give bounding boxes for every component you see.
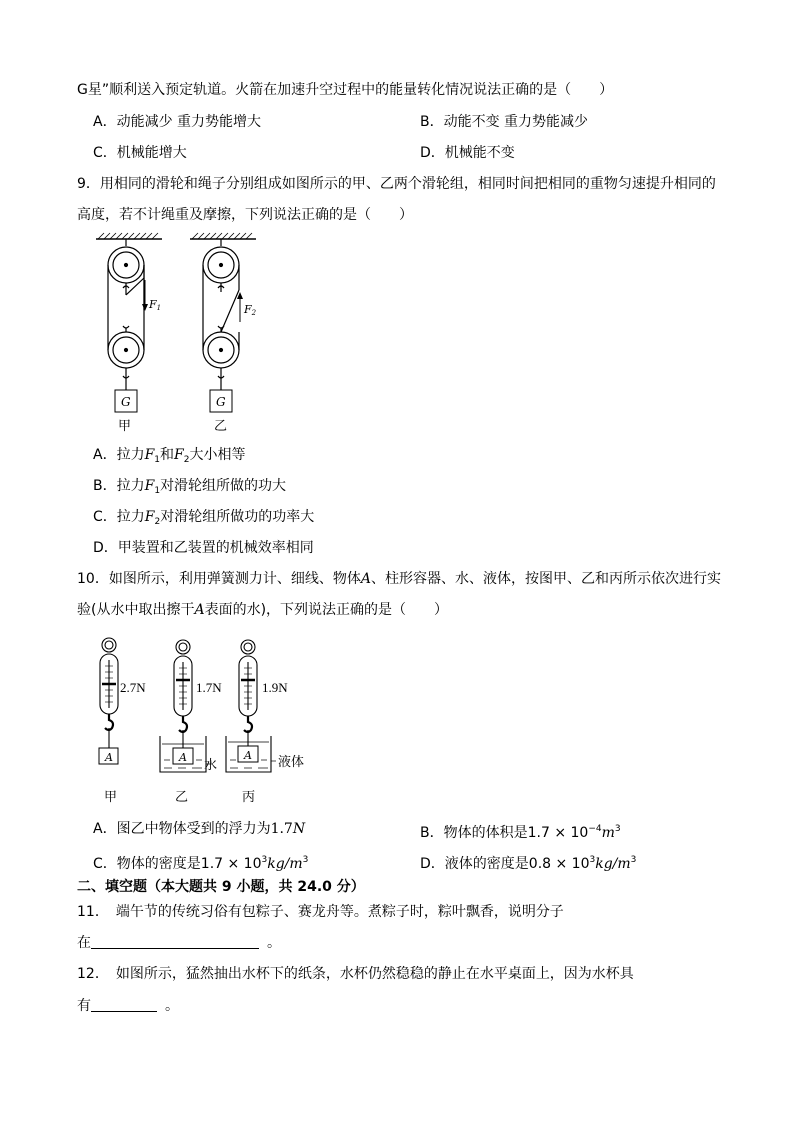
reading-bing: 1.9N (262, 680, 288, 695)
q8-stem-tail: G星”顺利送入预定轨道。火箭在加速升空过程中的能量转化情况说法正确的是（ ） (77, 82, 614, 98)
q9-stem-line1: 9．用相同的滑轮和绳子分别组成如图所示的甲、乙两个滑轮组，相同时间把相同的重物匀速提升相同的 (77, 176, 716, 192)
q10-option-b: B．物体的体积是$1.7 \times 10^{-4}m^3$ (420, 824, 621, 841)
q8-option-a: A．动能减少 重力势能增大 (93, 114, 262, 130)
caption-jia-2: 甲 (104, 789, 118, 804)
section-title: 二、填空题（本大题共 9 小题，共 24.0 分） (77, 879, 365, 895)
q9-option-c: C．拉力$F_2$对滑轮组所做功的功率大 (93, 509, 315, 527)
weight-label-right: G (216, 395, 226, 409)
ceiling-right (190, 233, 256, 239)
q9-option-b: B．拉力$F_1$对滑轮组所做的功大 (93, 478, 287, 496)
caption-yi: 乙 (214, 418, 228, 433)
svg-text:F2: F2 (244, 303, 257, 317)
block-a-bing: A (244, 749, 252, 762)
caption-bing: 丙 (242, 789, 256, 804)
reading-jia: 2.7N (120, 680, 146, 695)
q10-option-a: A．图乙中物体受到的浮力为1.7N (93, 821, 306, 837)
q11-answer-blank[interactable] (91, 934, 259, 949)
svg-text:F1: F1 (149, 298, 162, 312)
liquid-label: 液体 (278, 754, 305, 769)
caption-jia: 甲 (118, 418, 132, 433)
q10-stem-line1: 10．如图所示，利用弹簧测力计、细线、物体A、柱形容器、水、液体，按图甲、乙和丙所示依次进行实 (77, 571, 721, 587)
q9-option-d: D．甲装置和乙装置的机械效率相同 (93, 540, 314, 556)
block-a-yi: A (179, 751, 187, 764)
ceiling-left (96, 233, 162, 239)
block-a-jia: A (105, 751, 113, 764)
spring-scale-figure (90, 636, 330, 811)
q11-line2: 在 。 (77, 935, 281, 951)
q12-line2: 有 。 (77, 998, 179, 1014)
force-arrow-f2 (237, 292, 257, 322)
pulley-figure (90, 230, 270, 440)
force-arrow-f1 (142, 280, 161, 312)
q11-line1: 11． 端午节的传统习俗有包粽子、赛龙舟等。煮粽子时，粽叶飘香，说明分子 (77, 904, 564, 920)
reading-yi: 1.7N (196, 680, 222, 695)
pulley-system-left (108, 239, 144, 412)
q12-line1: 12． 如图所示，猛然抽出水杯下的纸条，水杯仍然稳稳的静止在水平桌面上，因为水杯具 (77, 966, 634, 982)
q8-option-b: B．动能不变 重力势能减少 (420, 114, 589, 130)
q9-option-a: A．拉力$F_1$和$F_2$大小相等 (93, 447, 246, 465)
weight-label-left: G (121, 395, 131, 409)
q8-option-d: D．机械能不变 (420, 145, 515, 161)
water-label: 水 (204, 757, 218, 772)
q10-option-c: C．物体的密度是$1.7 \times 10^3kg/m^3$ (93, 855, 309, 872)
q9-stem-line2: 高度，若不计绳重及摩擦，下列说法正确的是（ ） (77, 207, 413, 223)
q12-answer-blank[interactable] (91, 997, 157, 1012)
spring-scale-jia (99, 638, 118, 764)
caption-yi-2: 乙 (175, 789, 189, 804)
q10-stem-line2: 验(从水中取出擦干A表面的水)，下列说法正确的是（ ） (77, 602, 449, 618)
pulley-system-right (203, 239, 239, 412)
q10-option-d: D．液体的密度是$0.8 \times 10^3kg/m^3$ (420, 855, 637, 872)
q8-option-c: C．机械能增大 (93, 145, 187, 161)
